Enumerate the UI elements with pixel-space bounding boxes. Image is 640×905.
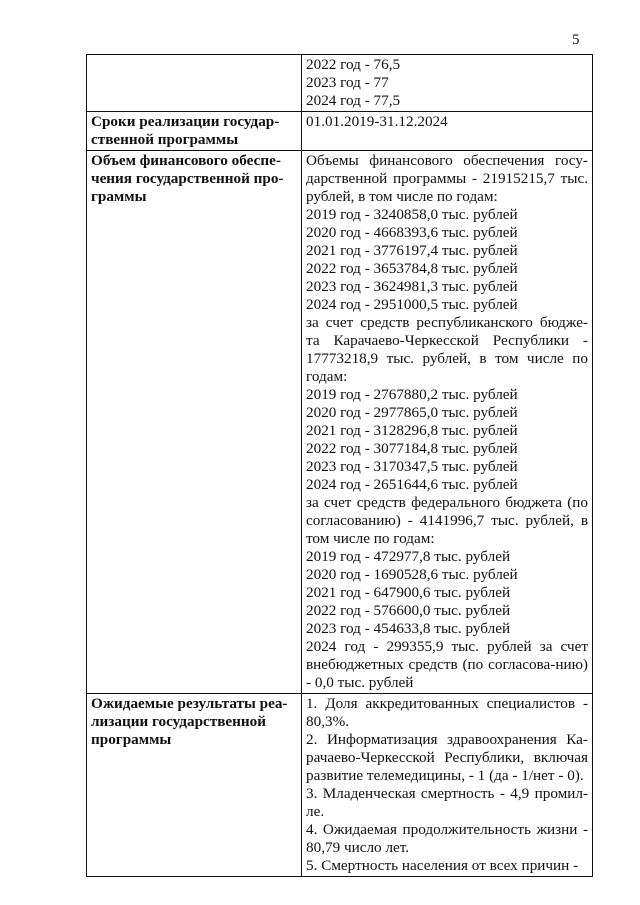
financing-federal-2020: 2020 год - 1690528,6 тыс. рублей (306, 566, 518, 583)
program-passport-table (86, 54, 593, 877)
row-label-empty (87, 55, 302, 112)
financing-total-2024: 2024 год - 2951000,5 тыс. рублей (306, 296, 518, 313)
table-row-financing (87, 151, 593, 694)
financing-federal-2023: 2023 год - 454633,8 тыс. рублей (306, 620, 511, 637)
results-cell (302, 694, 593, 877)
financing-total-2023: 2023 год - 3624981,3 тыс. рублей (306, 278, 518, 295)
table-row-target-values (87, 55, 593, 112)
row-label-results: Ожидаемые результаты реа-лизации государственной программы (87, 694, 302, 877)
financing-federal-text: за счет средств федерального бюджета (по согласованию) - 4141996,7 тыс. рублей, в том числе по годам: (306, 494, 588, 547)
target-value-2024: 2024 год - 77,5 (306, 92, 401, 109)
financing-final-text: 2024 год - 299355,9 тыс. рублей за счет внебюджетных средств (по согласова-нию) - 0,0 тыс. рублей (306, 638, 588, 691)
financing-regional-2023: 2023 год - 3170347,5 тыс. рублей (306, 458, 518, 475)
financing-regional-2021: 2021 год - 3128296,8 тыс. рублей (306, 422, 518, 439)
result-item-2: 2. Информатизация здравоохранения Ка-рачаево-Черкесской Республики, включая развитие телемедицины, - 1 (да - 1/нет - 0). (306, 731, 588, 784)
timeline-cell (302, 112, 593, 151)
financing-regional-text: за счет средств республиканского бюдже-та Карачаево-Черкесской Республики - 17773218,9 тыс. рублей, в том числе по годам: (306, 314, 588, 385)
row-label-timeline: Сроки реализации государ-ственной программы (87, 112, 302, 151)
result-item-1: 1. Доля аккредитованных специалистов - 80,3%. (306, 695, 588, 730)
financing-total-text: Объемы финансового обеспечения госу-дарственной программы - 21915215,7 тыс. рублей, в том числе по годам: (306, 152, 588, 205)
financing-federal-2021: 2021 год - 647900,6 тыс. рублей (306, 584, 511, 601)
financing-regional-2019: 2019 год - 2767880,2 тыс. рублей (306, 386, 518, 403)
financing-regional-2024: 2024 год - 2651644,6 тыс. рублей (306, 476, 518, 493)
result-item-3: 3. Младенческая смертность - 4,9 промил-ле. (306, 785, 588, 820)
table-row-results (87, 694, 593, 877)
financing-regional-2022: 2022 год - 3077184,8 тыс. рублей (306, 440, 518, 457)
financing-federal-2022: 2022 год - 576600,0 тыс. рублей (306, 602, 511, 619)
financing-total-2021: 2021 год - 3776197,4 тыс. рублей (306, 242, 518, 259)
financing-total-2019: 2019 год - 3240858,0 тыс. рублей (306, 206, 518, 223)
target-value-2023: 2023 год - 77 (306, 74, 389, 91)
target-value-2022: 2022 год - 76,5 (306, 56, 401, 73)
financing-federal-2019: 2019 год - 472977,8 тыс. рублей (306, 548, 511, 565)
timeline-value: 01.01.2019-31.12.2024 (306, 113, 448, 130)
table-row-timeline (87, 112, 593, 151)
page-number: 5 (572, 32, 580, 48)
result-item-5: 5. Смертность населения от всех причин - (306, 857, 579, 874)
financing-total-2020: 2020 год - 4668393,6 тыс. рублей (306, 224, 518, 241)
target-values-cell (302, 55, 593, 112)
financing-total-2022: 2022 год - 3653784,8 тыс. рублей (306, 260, 518, 277)
financing-cell (302, 151, 593, 694)
result-item-4: 4. Ожидаемая продолжительность жизни - 80,79 число лет. (306, 821, 588, 856)
row-label-financing: Объем финансового обеспе-чения государственной про-граммы (87, 151, 302, 694)
financing-regional-2020: 2020 год - 2977865,0 тыс. рублей (306, 404, 518, 421)
